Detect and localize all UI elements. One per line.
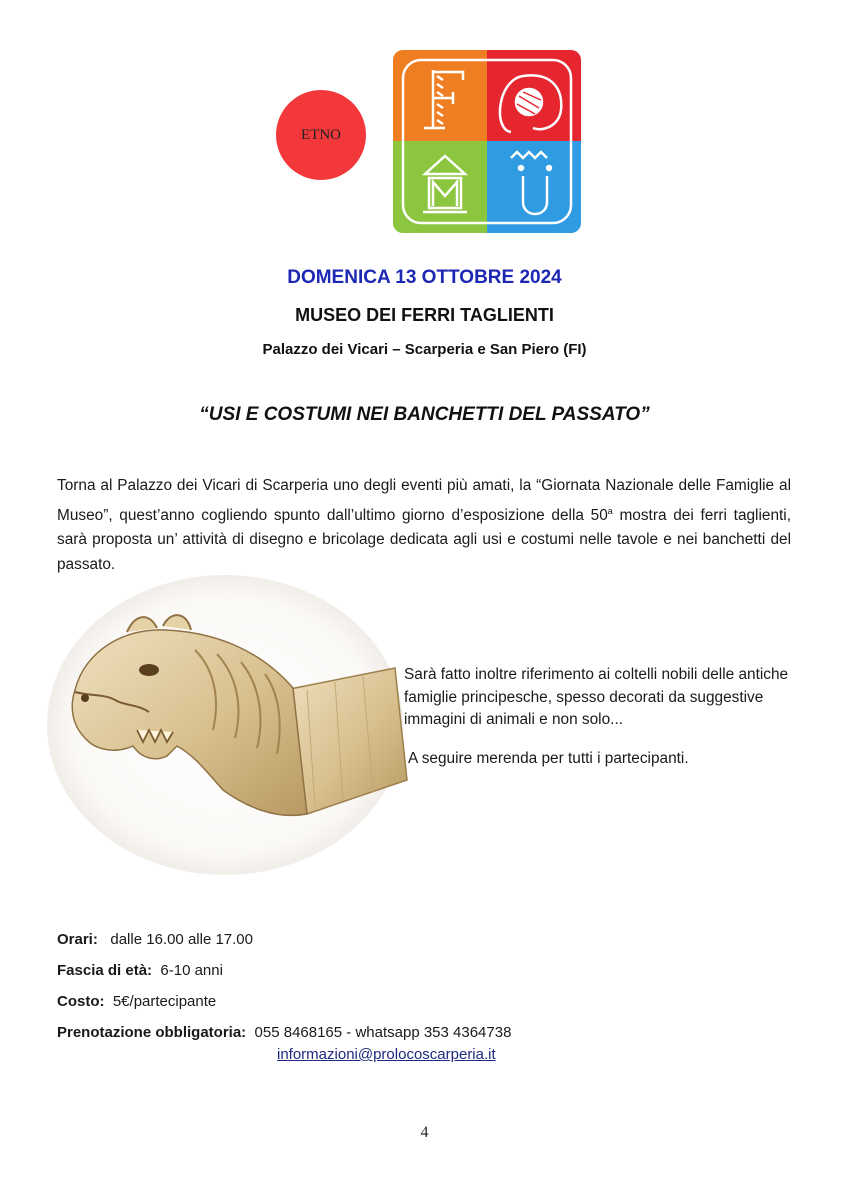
venue-location: Palazzo dei Vicari – Scarperia e San Piero (FI) xyxy=(262,341,587,358)
event-title: “USI E COSTUMI NEI BANCHETTI DEL PASSATO” xyxy=(199,404,650,425)
museum-name: MUSEO DEI FERRI TAGLIENTI xyxy=(295,305,554,325)
age-value: 6-10 anni xyxy=(160,962,223,979)
carved-knife-handle-image xyxy=(45,570,415,880)
hours-label: Orari: xyxy=(57,931,98,948)
cost-label: Costo: xyxy=(57,993,105,1010)
side-paragraph-nobles: Sarà fatto inoltre riferimento ai coltelli nobili delle antiche famiglie principesche, spesso decorati da suggestive immagini di animali e non solo... xyxy=(404,666,789,728)
intro-text-part1: Torna al Palazzo dei Vicari di Scarperia uno degli eventi più amati, la “Giornata Nazionale delle Famiglie al Museo”, quest’anno cogliendo spunto dall’ultimo giorno d’esposizione della 50 xyxy=(57,477,791,524)
age-label: Fascia di età: xyxy=(57,962,153,979)
booking-phone: 055 8468165 - whatsapp 353 4364738 xyxy=(254,1024,512,1041)
side-paragraph-snack: A seguire merenda per tutti i partecipanti. xyxy=(408,750,689,767)
info-age xyxy=(57,962,223,979)
etno-badge xyxy=(276,90,366,180)
booking-label: Prenotazione obbligatoria: xyxy=(57,1024,247,1041)
event-date: DOMENICA 13 OTTOBRE 2024 xyxy=(287,267,562,288)
info-cost xyxy=(57,993,216,1010)
booking-email-link[interactable]: informazioni@prolocoscarperia.it xyxy=(277,1046,496,1063)
page-number: 4 xyxy=(420,1124,429,1141)
info-booking xyxy=(57,1024,511,1041)
intro-text-part2: mostra dei ferri taglienti, sarà proposta un’ attività di disegno e bricolage dedicata agli usi e costumi nelle tavole e nei banchetti del passato. xyxy=(57,506,791,573)
info-hours xyxy=(57,931,253,948)
intro-superscript: a xyxy=(607,505,613,516)
cost-value: 5€/partecipante xyxy=(112,993,217,1010)
intro-paragraph xyxy=(57,474,791,577)
etno-badge-label: ETNO xyxy=(301,126,341,143)
hours-value: dalle 16.00 alle 17.00 xyxy=(110,931,253,948)
famu-logo xyxy=(393,50,581,233)
